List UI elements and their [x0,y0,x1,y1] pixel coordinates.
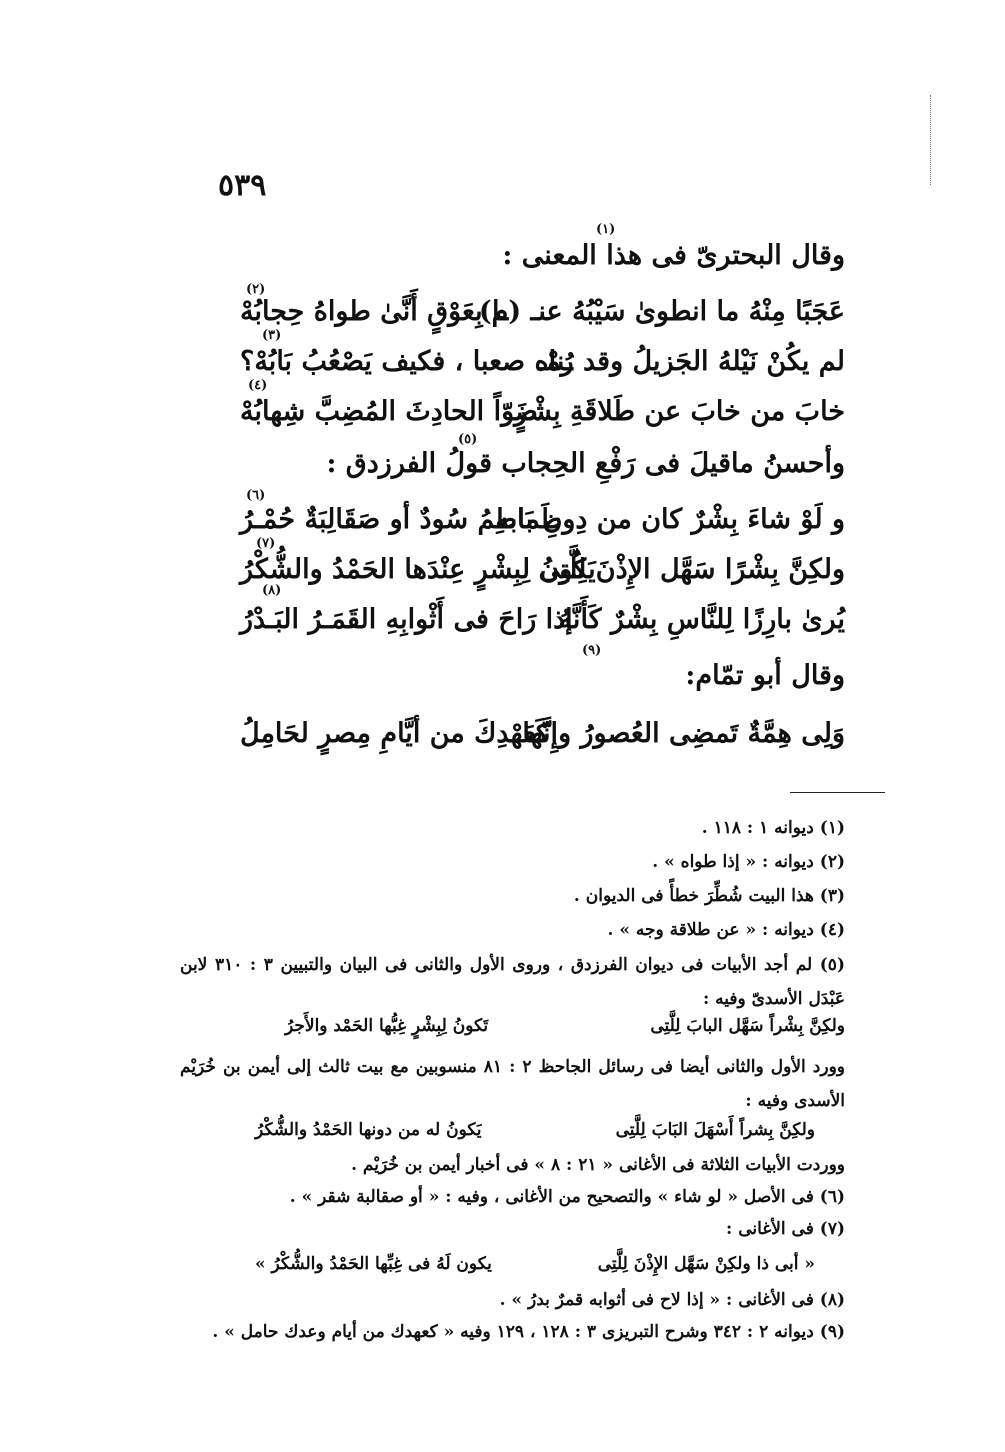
footnote-3: (٣) هذا البيت شُطِّرَ خطأً فى الديوان . [573,886,845,906]
verse-first-hemistich: لم يكُنْ نَيْلهُ الجَزيلُ وقد رُمْـ [538,346,845,377]
verse-line [240,504,845,548]
footnote-1: (١) ديوانه ١ : ١١٨ . [701,818,845,838]
verse-second-hemistich: يكون لَهُ فى غِبِّها الحَمْدُ والشُّكْرُ » [255,1254,492,1274]
verse-line [240,396,845,440]
verse-first-hemistich: « أبى ذا ولكِنْ سَهَّل الإِذْنَ لِلَّتِى [597,1254,815,1274]
verse-line [240,604,845,648]
footnote-ref-6: (٦) [246,488,266,503]
intro-farazdaq: وأحسنُ ماقيلَ فى رَفْعِ الحِجاب قولُ الفرزدق : [326,448,845,479]
verse-second-hemistich: ضَوّاً الحادِثَ المُضِبَّ شِهابُهْ [240,396,538,427]
verse-first-hemistich: ولكِنَّ بِشْرًا سَهَّل الإِذْنَ لِلَّتِى [538,554,845,585]
verse-first-hemistich: خابَ من خابَ عن طَلاقَةِ بِشْرٍ [514,396,845,427]
footnote-2: (٢) ديوانه : « إذا طواه » . [652,852,845,872]
intro-abu-tammam: وقال أبو تمّام: [685,660,845,691]
verse-line [240,718,845,762]
footnote-ref-3: (٣) [262,328,282,343]
page-number: ٥٣٩ [218,168,267,203]
footnote-9: (٩) ديوانه ٢ : ٣٤٢ وشرح التبريزى ٣ : ١٢٨ ، ١٢٩ وفيه « كعهدك من أيام وعدك حامل » . [212,1322,845,1342]
verse-second-hemistich: طَماطِمُ سُودٌ أو صَقَالِبَةٌ حُمْـرُ [240,504,563,535]
footnote-7: (٧) فى الأغانى : [726,1219,845,1239]
verse-first-hemistich: يُرىٰ بارِزًا لِلنَّاسِ بِشْرٌ كَأَنَّهُ [558,604,845,635]
verse-second-hemistich: إذا رَاحَ فى أَثْوابِهِ القَمَـرُ البَـدْرُ [240,604,573,635]
page-edge-mark [930,95,933,185]
footnote-ref-8: (٨) [262,583,282,598]
footnote-ref-1: (١) [596,222,616,237]
footnote-ref-2: (٢) [246,282,266,297]
verse-second-hemistich: يَكونُ له من دونها الحَمْدُ والشُّكْرُ [255,1120,482,1140]
verse-first-hemistich: و لَوْ شاءَ بِشْرٌ كان من دِونِ بَابه [495,504,845,535]
verse-second-hemistich: ـا بِعَوْقٍ أَنَّىٰ طواهُ حِجابُهْ [240,296,509,327]
footnote-5-conclusion: ووردت الأبيات الثلاثة فى الأغانى « ٢١ : ٨ » فى أخبار أيمن بن خُرَيْم . [351,1155,845,1175]
intro-buhturi: وقال البحترىّ فى هذا المعنى : [502,240,845,271]
verse-first-hemistich: ولكِنَّ بِشراً أَسْهَلَ البَابَ لِلَّتِى [615,1120,815,1140]
verse-line [240,554,845,598]
verse-first-hemistich: ولكِنَّ بِشْراً سَهَّل البابَ لِلَّتِى [650,1016,845,1036]
footnote-ref-4: (٤) [248,378,268,393]
verse-first-hemistich: وَلِى هِمَّةٌ تَمضِى العُصورُ وإِنَّها [522,718,845,749]
verse-second-hemistich: تَكونُ لِبِشْرٍ غِبُّها الحَمْد والأَجرُ [285,1016,489,1036]
footnote-6: (٦) فى الأصل « لو شاء » والتصحيح من الأغانى ، وفيه : « أو صقالبة شقر » . [289,1187,845,1207]
verse-line [240,346,845,390]
verse-line [240,296,845,340]
verse-second-hemistich: كَعَهْدِكَ من أيَّامِ مِصرٍ لحَامِلُ [240,718,549,749]
footnote-5-continuation: وورد الأول والثانى أيضا فى رسائل الجاحظ ٢ : ٨١ منسوبين مع بيت ثالث إلى أيمن بن خُرَيْم الأسدى وفيه : [180,1057,845,1111]
verse-first-hemistich: عَجَبًا مِنْهُ ما انطوىٰ سَيْبُهُ عنـ (م) [478,296,845,327]
verse-second-hemistich: ـناه صعبا ، فكيف يَصْعُبُ بَابُهْ؟ [240,346,573,377]
footnote-ref-9: (٩) [582,643,602,658]
footnote-ref-7: (٧) [256,536,276,551]
footnote-ref-5: (٥) [458,432,478,447]
footnote-8: (٨) فى الأغانى : « إذا لاح فى أثوابه قمرٌ بدرُ » . [499,1290,845,1310]
footnote-4: (٤) ديوانه : « عن طلاقة وجه » . [607,920,845,940]
footnote-separator [790,792,885,793]
verse-second-hemistich: يَكُونُ لِبِشْرٍ عِنْدَها الحَمْدُ والشُّكْرُ [240,554,596,585]
footnote-5: (٥) لم أجد الأبيات فى ديوان الفرزدق ، وروى الأول والثانى فى البيان والتبيين ٣ : ٣١٠ لابن عَبْدَل الأسدىّ وفيه : [180,955,845,1009]
